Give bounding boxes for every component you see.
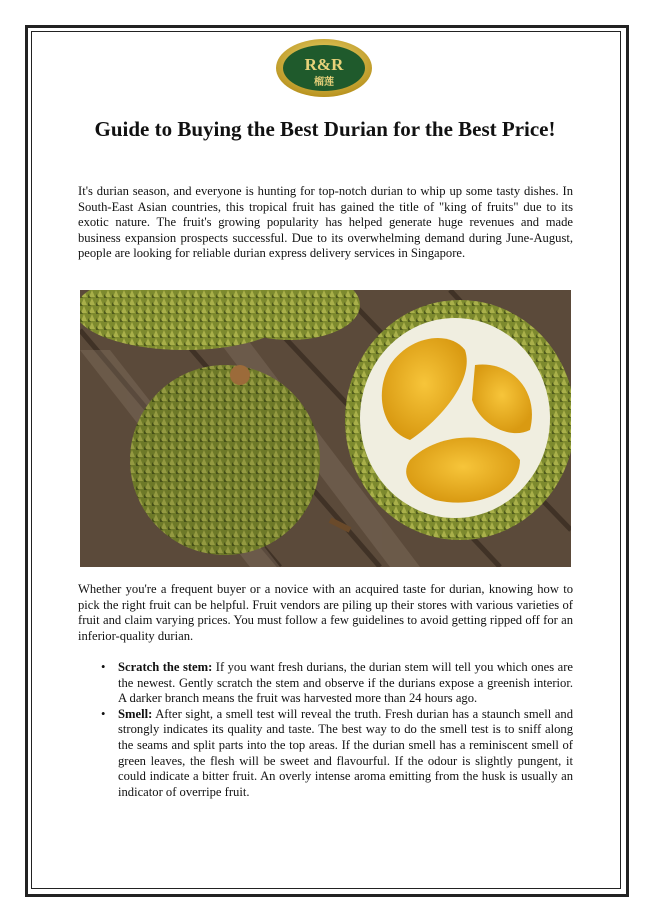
page-title: Guide to Buying the Best Durian for the Best Price! [94,117,556,141]
tip-label: Smell: [118,706,153,721]
tip-text: After sight, a smell test will reveal the truth. Fresh durian has a staunch smell and strongly indicates its quality and taste. The best way to do the smell test is to sniff along the seams and split parts into the top areas. If the durian smell has a reminiscent smell of green leaves, the flesh will be sweet and flavourful. If the odour is slightly pungent, it could indicate a bitter fruit. An overly intense aroma emitting from the husk is usually an indicator of overripe fruit. [118,706,573,799]
tip-scratch-stem [78,660,573,707]
intro-paragraph: It's durian season, and everyone is hunting for top-notch durian to whip up some tasty dishes. In South-East Asian countries, this tropical fruit has gained the title of "king of fruits" due to its exotic nature. The fruit's growing popularity has helped generate huge revenues and made business expansion prospects successful. Due to its overwhelming demand during June-August, people are looking for reliable durian express delivery services in Singapore. [78,184,573,261]
bullet-icon: • [101,706,106,721]
svg-text:R&R: R&R [304,55,344,74]
svg-text:榴莲: 榴莲 [314,77,334,88]
tips-list [78,660,573,800]
bullet-icon: • [101,660,106,674]
durian-photo [80,290,571,567]
brand-logo [275,38,373,98]
tip-label: Scratch the stem: [118,660,213,674]
tip-text: If you want fresh durians, the durian stem will tell you which ones are the newest. Gently scratch the stem and observe if the durians expose a greenish interior. A darker branch means the fruit was harvested more than 24 hours ago. [118,660,573,706]
guidelines-paragraph: Whether you're a frequent buyer or a novice with an acquired taste for durian, knowing how to pick the right fruit can be helpful. Fruit vendors are piling up their stores with various varieties of fruit and claim varying prices. You must follow a few guidelines to avoid getting ripped off for an inferior-quality durian. [78,582,573,643]
tip-smell [78,707,573,801]
